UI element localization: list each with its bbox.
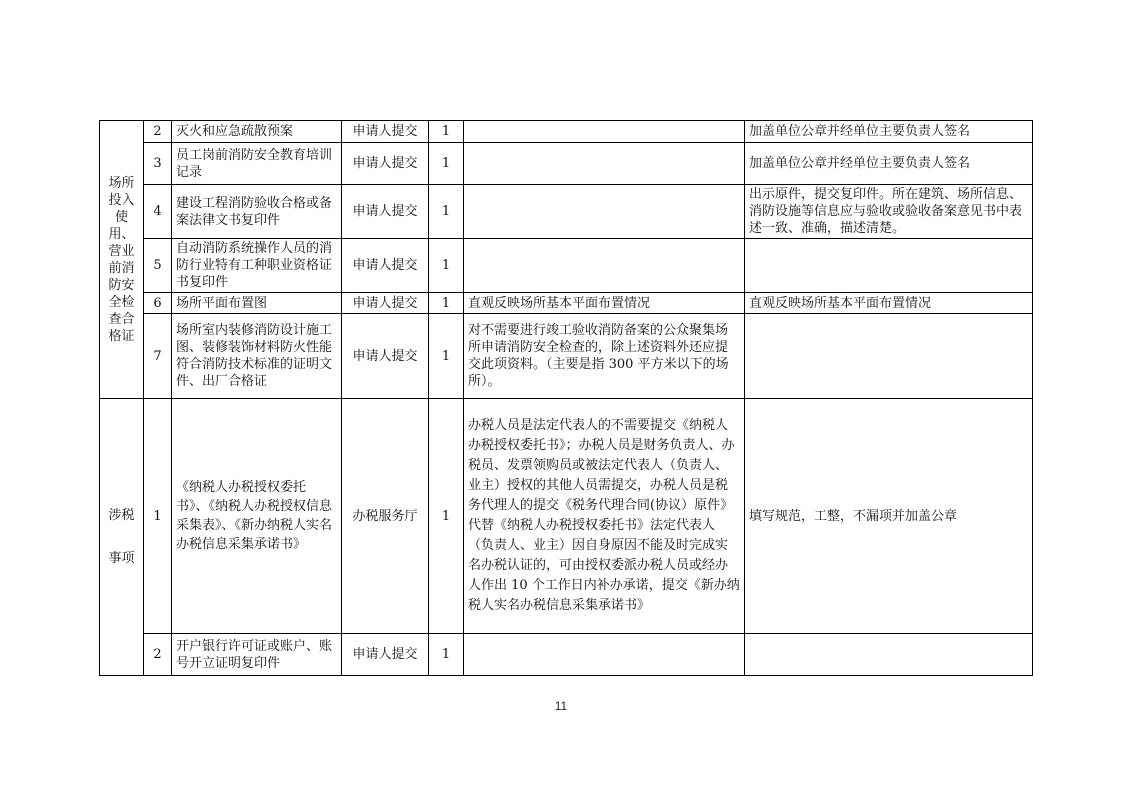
category-line: 使 bbox=[114, 209, 128, 225]
material-note bbox=[464, 185, 745, 239]
category-line: 前消 bbox=[108, 260, 135, 276]
category-line: 涉税 bbox=[108, 508, 135, 523]
material-name: 灭火和应急疏散预案 bbox=[172, 121, 342, 143]
category-line: 用、 bbox=[108, 226, 135, 242]
material-requirement bbox=[745, 634, 1033, 676]
category-cell-tax bbox=[100, 399, 144, 676]
table-row bbox=[100, 143, 1033, 185]
category-spacer bbox=[104, 524, 139, 550]
category-line: 场所 bbox=[108, 175, 135, 191]
material-source: 申请人提交 bbox=[342, 121, 429, 143]
material-requirement: 加盖单位公章并经单位主要负责人签名 bbox=[745, 143, 1033, 185]
material-source: 申请人提交 bbox=[342, 185, 429, 239]
material-source: 申请人提交 bbox=[342, 314, 429, 399]
material-name: 开户银行许可证或账户、账号开立证明复印件 bbox=[172, 634, 342, 676]
material-note: 直观反映场所基本平面布置情况 bbox=[464, 293, 745, 314]
table-row bbox=[100, 293, 1033, 314]
material-source: 申请人提交 bbox=[342, 293, 429, 314]
category-line: 营业 bbox=[108, 243, 135, 259]
material-quantity: 1 bbox=[429, 293, 464, 314]
material-quantity: 1 bbox=[429, 143, 464, 185]
table-row bbox=[100, 399, 1033, 634]
table-row bbox=[100, 239, 1033, 293]
material-note bbox=[464, 239, 745, 293]
row-number: 1 bbox=[144, 399, 172, 634]
table-row bbox=[100, 185, 1033, 239]
material-name: 建设工程消防验收合格或备案法律文书复印件 bbox=[172, 185, 342, 239]
material-requirement bbox=[745, 239, 1033, 293]
category-line: 事项 bbox=[108, 551, 135, 566]
material-requirement: 加盖单位公章并经单位主要负责人签名 bbox=[745, 121, 1033, 143]
material-quantity: 1 bbox=[429, 399, 464, 634]
row-number: 5 bbox=[144, 239, 172, 293]
table-row bbox=[100, 314, 1033, 399]
material-quantity: 1 bbox=[429, 634, 464, 676]
material-quantity: 1 bbox=[429, 121, 464, 143]
material-quantity: 1 bbox=[429, 314, 464, 399]
material-requirement: 直观反映场所基本平面布置情况 bbox=[745, 293, 1033, 314]
row-number: 7 bbox=[144, 314, 172, 399]
material-source: 申请人提交 bbox=[342, 634, 429, 676]
category-line: 查合 bbox=[108, 311, 135, 327]
row-number: 2 bbox=[144, 634, 172, 676]
material-name: 场所平面布置图 bbox=[172, 293, 342, 314]
material-name: 《纳税人办税授权委托书》、《纳税人办税授权信息采集表》、《新办纳税人实名办税信息采集承诺书》 bbox=[172, 399, 342, 634]
category-line: 全检 bbox=[108, 294, 135, 310]
material-note bbox=[464, 634, 745, 676]
category-line: 格证 bbox=[108, 328, 135, 344]
material-source: 申请人提交 bbox=[342, 239, 429, 293]
category-cell-fire-safety bbox=[100, 121, 144, 399]
material-note bbox=[464, 143, 745, 185]
material-source: 申请人提交 bbox=[342, 143, 429, 185]
material-requirement bbox=[745, 314, 1033, 399]
row-number: 4 bbox=[144, 185, 172, 239]
material-note: 对不需要进行竣工验收消防备案的公众聚集场所申请消防安全检查的，除上述资料外还应提交此项资料。（主要是指 300 平方米以下的场所）。 bbox=[464, 314, 745, 399]
table-row bbox=[100, 121, 1033, 143]
category-line: 投入 bbox=[108, 192, 135, 208]
material-note bbox=[464, 121, 745, 143]
category-line: 防安 bbox=[108, 277, 135, 293]
material-requirement: 填写规范，工整，不漏项并加盖公章 bbox=[745, 399, 1033, 634]
material-requirement: 出示原件，提交复印件。所在建筑、场所信息、消防设施等信息应与验收或验收备案意见书中表述一致、准确，描述清楚。 bbox=[745, 185, 1033, 239]
table-row bbox=[100, 634, 1033, 676]
material-quantity: 1 bbox=[429, 239, 464, 293]
material-source: 办税服务厅 bbox=[342, 399, 429, 634]
row-number: 6 bbox=[144, 293, 172, 314]
material-quantity: 1 bbox=[429, 185, 464, 239]
row-number: 2 bbox=[144, 121, 172, 143]
row-number: 3 bbox=[144, 143, 172, 185]
material-note: 办税人员是法定代表人的不需要提交《纳税人办税授权委托书》；办税人员是财务负责人、办税员、发票领购员或被法定代表人（负责人、业主）授权的其他人员需提交，办税人员是税务代理人的提交《税务代理合同(协议）原件》代替《纳税人办税授权委托书》法定代表人（负责人、业主）因自身原因不能及时完成实名办税认证的，可由授权委派办税人员或经办人作出 10 个工作日内补办承诺，提交《新办纳税人实名办税信息采集承诺书》 bbox=[464, 399, 745, 634]
materials-table bbox=[99, 120, 1033, 676]
material-name: 员工岗前消防安全教育培训记录 bbox=[172, 143, 342, 185]
material-name: 场所室内装修消防设计施工图、装修装饰材料防火性能符合消防技术标准的证明文件、出厂合格证 bbox=[172, 314, 342, 399]
material-name: 自动消防系统操作人员的消防行业特有工种职业资格证书复印件 bbox=[172, 239, 342, 293]
page-number: 11 bbox=[554, 699, 568, 713]
